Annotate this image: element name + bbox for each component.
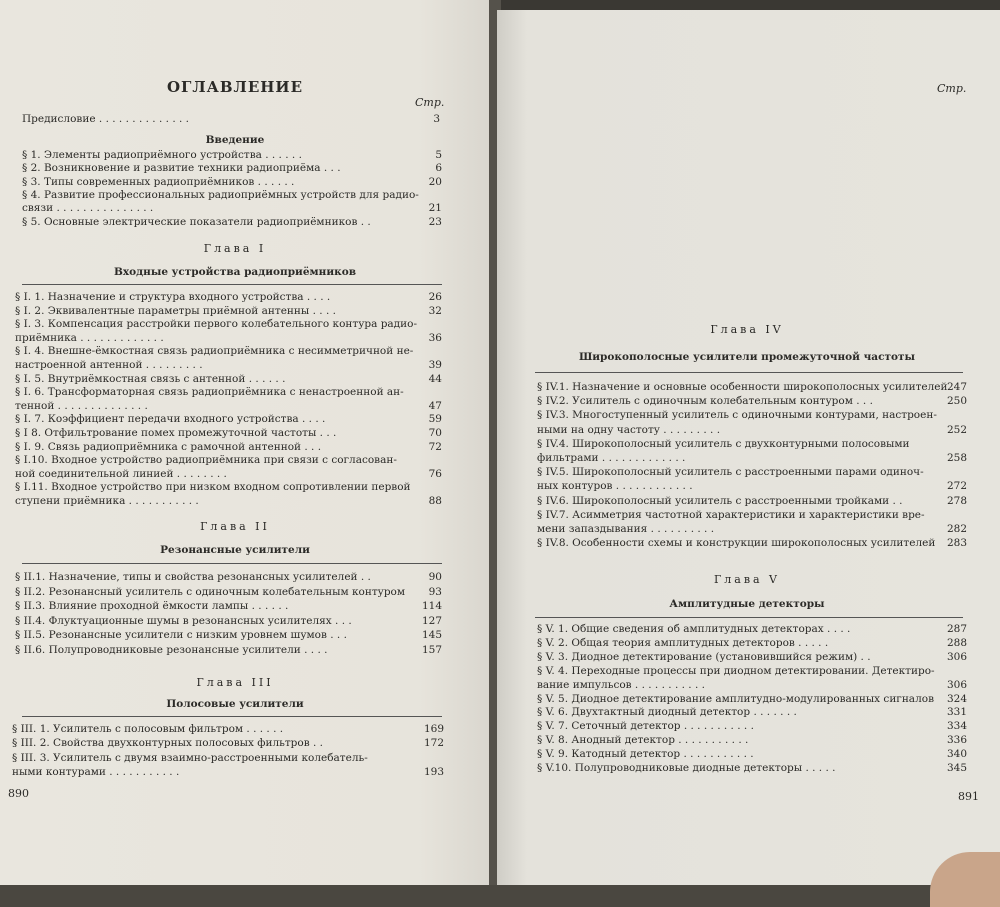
toc-entry-text: § I. 1. Назначение и структура входного устройства . . . . bbox=[15, 291, 331, 303]
chapter-label-2: Глава II bbox=[200, 520, 270, 533]
toc-entry-page: 287 bbox=[946, 623, 967, 635]
toc-entry-text: вание импульсов . . . . . . . . . . . bbox=[537, 678, 705, 691]
toc-entry-text: § III. 1. Усилитель с полосовым фильтром . . . . . . bbox=[12, 723, 284, 735]
toc-entry-page: 88 bbox=[428, 495, 442, 507]
toc-entry-preface bbox=[22, 114, 440, 125]
toc-entry-page: 331 bbox=[946, 706, 967, 719]
toc-entry-page: 5 bbox=[435, 149, 442, 161]
toc-entry-page: 306 bbox=[946, 650, 967, 663]
divider bbox=[22, 284, 442, 285]
chapter-label-4: Глава IV bbox=[710, 323, 784, 336]
toc-entry-text: ной соединительной линией . . . . . . . . bbox=[15, 467, 227, 480]
toc-entry-text: § V. 3. Диодное детектирование (установившийся режим) . . bbox=[537, 650, 871, 663]
toc-entry bbox=[537, 638, 967, 649]
toc-entry-page: 21 bbox=[428, 202, 442, 215]
toc-entry-page: 250 bbox=[946, 395, 967, 408]
toc-entry-page: 258 bbox=[946, 452, 967, 464]
toc-entry bbox=[15, 360, 442, 371]
toc-entry-page: 282 bbox=[946, 523, 967, 535]
toc-entry-text: § V. 4. Переходные процессы при диодном детектировании. Детектиро- bbox=[537, 664, 935, 677]
toc-entry-text: § IV.8. Особенности схемы и конструкции широкополосных усилителей bbox=[537, 537, 936, 550]
toc-entry bbox=[22, 177, 442, 188]
toc-entry bbox=[537, 467, 967, 478]
toc-entry-text: § I.10. Входное устройство радиоприёмника при связи с согласован- bbox=[15, 454, 397, 467]
toc-entry-page: 3 bbox=[433, 113, 440, 125]
toc-entry-text: § I.11. Входное устройство при низком входном сопротивлении первой bbox=[15, 481, 411, 494]
chapter-title-4: Широкополосные усилители промежуточной частоты bbox=[578, 351, 916, 363]
toc-entry-page: 306 bbox=[946, 678, 967, 691]
toc-entry-page: 345 bbox=[946, 762, 967, 774]
section-title-intro: Введение bbox=[205, 134, 265, 146]
toc-entry-text: § I. 2. Эквивалентные параметры приёмной антенны . . . . bbox=[15, 304, 336, 317]
toc-entry-page: 70 bbox=[428, 427, 442, 439]
toc-entry bbox=[22, 150, 442, 161]
toc-entry-page: 47 bbox=[428, 399, 442, 412]
toc-entry-text: § III. 2. Свойства двухконтурных полосовых фильтров . . bbox=[12, 737, 323, 750]
toc-entry-page: 59 bbox=[428, 413, 442, 426]
toc-entry bbox=[15, 455, 442, 466]
toc-entry bbox=[15, 645, 442, 656]
toc-entry bbox=[537, 396, 967, 407]
toc-entry-text: § V. 9. Катодный детектор . . . . . . . . . . . bbox=[537, 748, 754, 761]
toc-entry-text: § V. 1. Общие сведения об амплитудных детекторах . . . . bbox=[537, 623, 851, 635]
toc-entry-page: 90 bbox=[428, 571, 442, 583]
toc-entry-page: 23 bbox=[428, 215, 442, 228]
toc-entry-text: § II.2. Резонансный усилитель с одиночным колебательным контуром bbox=[15, 585, 406, 598]
toc-entry-text: § IV.4. Широкополосный усилитель с двухконтурными полосовыми bbox=[537, 437, 910, 450]
toc-entry-text: § I. 6. Трансформаторная связь радиоприёмника с ненастроенной ан- bbox=[15, 386, 404, 399]
toc-entry-text: мени запаздывания . . . . . . . . . . bbox=[537, 523, 715, 535]
toc-entry-text: § IV.5. Широкополосный усилитель с расстроенными парами одиноч- bbox=[537, 466, 924, 479]
toc-entry bbox=[537, 652, 967, 663]
toc-entry-page: 169 bbox=[423, 723, 444, 735]
divider bbox=[535, 617, 963, 618]
toc-entry-page: 44 bbox=[428, 372, 442, 385]
chapter-title-2: Резонансные усилители bbox=[160, 544, 310, 556]
toc-entry bbox=[15, 482, 442, 493]
page-column-header: Стр. bbox=[415, 96, 445, 109]
toc-entry bbox=[537, 707, 967, 718]
toc-entry-text: § I. 4. Внешне-ёмкостная связь радиоприёмника с несимметричной не- bbox=[15, 345, 414, 358]
toc-entry bbox=[12, 767, 444, 778]
toc-entry-page: 114 bbox=[421, 600, 442, 613]
toc-entry-text: § V. 5. Диодное детектирование амплитудно-модулированных сигналов bbox=[537, 692, 934, 705]
toc-entry bbox=[15, 387, 442, 398]
toc-entry bbox=[537, 496, 967, 507]
toc-entry bbox=[15, 401, 442, 412]
toc-entry bbox=[537, 694, 967, 705]
toc-entry-text: § I. 3. Компенсация расстройки первого колебательного контура радио- bbox=[15, 318, 418, 331]
toc-entry-text: § V. 8. Анодный детектор . . . . . . . . . . . bbox=[537, 734, 749, 747]
toc-entry-text: § V. 6. Двухтактный диодный детектор . . . . . . . bbox=[537, 706, 797, 719]
toc-entry bbox=[15, 496, 442, 507]
toc-entry-text: настроенной антенной . . . . . . . . . bbox=[15, 359, 203, 371]
page-number: 890 bbox=[8, 787, 29, 800]
page-column-header: Стр. bbox=[937, 82, 967, 95]
toc-entry bbox=[537, 721, 967, 732]
toc-entry-text: § IV.6. Широкополосный усилитель с расстроенными тройками . . bbox=[537, 494, 903, 507]
toc-entry-page: 324 bbox=[946, 692, 967, 705]
toc-entry-text: ступени приёмника . . . . . . . . . . . bbox=[15, 495, 199, 507]
toc-entry-text: § II.4. Флуктуационные шумы в резонансных усилителях . . . bbox=[15, 614, 352, 627]
toc-entry bbox=[15, 469, 442, 480]
toc-entry-text: § IV.2. Усилитель с одиночным колебательным контуром . . . bbox=[537, 395, 873, 408]
toc-entry-page: 36 bbox=[428, 331, 442, 344]
chapter-label-5: Глава V bbox=[713, 573, 781, 586]
toc-entry bbox=[15, 333, 442, 344]
toc-entry-text: § II.5. Резонансные усилители с низким уровнем шумов . . . bbox=[15, 629, 347, 642]
toc-entry-text: ных контуров . . . . . . . . . . . . bbox=[537, 480, 693, 493]
toc-entry bbox=[15, 306, 442, 317]
toc-entry-text: § II.6. Полупроводниковые резонансные усилители . . . . bbox=[15, 644, 328, 656]
toc-entry-text: § III. 3. Усилитель с двумя взаимно-расстроенными колебатель- bbox=[12, 751, 368, 764]
toc-entry bbox=[15, 374, 442, 385]
toc-entry bbox=[15, 601, 442, 612]
toc-entry-page: 20 bbox=[428, 175, 442, 188]
toc-entry-text: § I. 5. Внутриёмкостная связь с антенной . . . . . . bbox=[15, 372, 286, 385]
toc-entry bbox=[15, 630, 442, 641]
toc-entry-text: § I. 9. Связь радиоприёмника с рамочной антенной . . . bbox=[15, 440, 322, 453]
toc-entry-text: § 1. Элементы радиоприёмного устройства . . . . . . bbox=[22, 149, 302, 161]
toc-entry-page: 72 bbox=[428, 440, 442, 453]
toc-entry-page: 93 bbox=[428, 585, 442, 598]
divider bbox=[22, 716, 442, 717]
toc-entry bbox=[15, 442, 442, 453]
toc-entry-text: § II.1. Назначение, типы и свойства резонансных усилителей . . bbox=[15, 571, 371, 583]
toc-entry bbox=[537, 538, 967, 549]
toc-entry bbox=[537, 524, 967, 535]
toc-entry-page: 247 bbox=[946, 381, 967, 393]
right-page bbox=[497, 10, 1000, 890]
chapter-label-3: Глава III bbox=[196, 676, 274, 689]
toc-entry bbox=[12, 738, 444, 749]
toc-entry bbox=[537, 624, 967, 635]
toc-entry bbox=[22, 217, 442, 228]
left-page bbox=[0, 0, 492, 893]
toc-entry bbox=[15, 572, 442, 583]
toc-entry-text: тенной . . . . . . . . . . . . . . bbox=[15, 399, 148, 412]
toc-entry-page: 127 bbox=[421, 614, 442, 627]
table-surface bbox=[0, 885, 1000, 907]
toc-entry-page: 340 bbox=[946, 748, 967, 761]
toc-entry bbox=[537, 410, 967, 421]
toc-entry-page: 334 bbox=[946, 720, 967, 733]
toc-entry-text: ными на одну частоту . . . . . . . . . bbox=[537, 423, 721, 436]
toc-entry-text: § V. 2. Общая теория амплитудных детекторов . . . . . bbox=[537, 636, 829, 649]
toc-entry-page: 272 bbox=[946, 480, 967, 493]
toc-entry bbox=[537, 680, 967, 691]
toc-entry-text: § IV.7. Асимметрия частотной характеристики и характеристики вре- bbox=[537, 508, 925, 521]
chapter-title-1: Входные устройства радиоприёмников bbox=[114, 266, 356, 278]
toc-entry bbox=[15, 319, 442, 330]
divider bbox=[535, 372, 963, 373]
toc-entry-text: § II.3. Влияние проходной ёмкости лампы . . . . . . bbox=[15, 600, 289, 613]
toc-entry bbox=[537, 749, 967, 760]
toc-entry-text: § 3. Типы современных радиоприёмников . . . . . . bbox=[22, 175, 295, 188]
chapter-label-1: Глава I bbox=[203, 242, 267, 255]
toc-entry bbox=[22, 163, 442, 174]
toc-entry-text: § 5. Основные электрические показатели радиоприёмников . . bbox=[22, 215, 371, 228]
toc-entry-text: § 4. Развитие профессиональных радиоприёмных устройств для радио- bbox=[22, 188, 419, 201]
toc-entry-page: 39 bbox=[428, 359, 442, 371]
toc-entry-page: 283 bbox=[946, 537, 967, 550]
toc-entry bbox=[22, 203, 442, 214]
toc-entry-text: § V. 7. Сеточный детектор . . . . . . . . . . . bbox=[537, 720, 754, 733]
toc-entry-text: § I 8. Отфильтрование помех промежуточной частоты . . . bbox=[15, 427, 337, 439]
toc-entry bbox=[537, 735, 967, 746]
chapter-title-3: Полосовые усилители bbox=[166, 698, 304, 710]
toc-entry bbox=[15, 292, 442, 303]
toc-entry-page: 76 bbox=[428, 467, 442, 480]
toc-entry-page: 6 bbox=[435, 162, 442, 175]
toc-entry-page: 288 bbox=[946, 636, 967, 649]
toc-entry bbox=[537, 666, 967, 677]
toc-entry-page: 252 bbox=[946, 423, 967, 436]
toc-entry bbox=[22, 190, 442, 201]
toc-entry-page: 336 bbox=[946, 734, 967, 747]
toc-entry-text: приёмника . . . . . . . . . . . . . bbox=[15, 331, 164, 344]
toc-entry-text: § IV.3. Многоступенный усилитель с одиночными контурами, настроен- bbox=[537, 409, 937, 422]
toc-entry-text: Предисловие . . . . . . . . . . . . . . bbox=[22, 113, 190, 125]
toc-entry-text: § V.10. Полупроводниковые диодные детекторы . . . . . bbox=[537, 762, 836, 774]
toc-entry bbox=[537, 453, 967, 464]
toc-title: ОГЛАВЛЕНИЕ bbox=[166, 78, 304, 96]
toc-entry-page: 145 bbox=[421, 629, 442, 642]
toc-entry-text: § 2. Возникновение и развитие техники радиоприёма . . . bbox=[22, 162, 341, 175]
toc-entry bbox=[15, 428, 442, 439]
toc-entry bbox=[537, 481, 967, 492]
toc-entry-text: связи . . . . . . . . . . . . . . . bbox=[22, 202, 154, 215]
toc-entry-text: § IV.1. Назначение и основные особенности широкополосных усилителей bbox=[537, 381, 948, 393]
toc-entry bbox=[537, 382, 967, 393]
toc-entry-page: 157 bbox=[421, 644, 442, 656]
toc-entry-text: ными контурами . . . . . . . . . . . bbox=[12, 766, 180, 779]
toc-entry bbox=[15, 414, 442, 425]
toc-entry-page: 32 bbox=[428, 304, 442, 317]
toc-entry bbox=[15, 616, 442, 627]
toc-entry bbox=[15, 346, 442, 357]
toc-entry-page: 193 bbox=[423, 766, 444, 779]
toc-entry bbox=[12, 724, 444, 735]
toc-entry bbox=[537, 425, 967, 436]
toc-entry bbox=[537, 439, 967, 450]
toc-entry-page: 26 bbox=[428, 291, 442, 303]
toc-entry-text: фильтрами . . . . . . . . . . . . . bbox=[537, 452, 686, 464]
chapter-title-5: Амплитудные детекторы bbox=[669, 598, 825, 610]
toc-entry-page: 278 bbox=[946, 494, 967, 507]
divider bbox=[22, 563, 442, 564]
toc-entry bbox=[12, 753, 444, 764]
toc-entry-text: § I. 7. Коэффициент передачи входного устройства . . . . bbox=[15, 413, 326, 426]
toc-entry bbox=[15, 587, 442, 598]
toc-entry bbox=[537, 510, 967, 521]
page-number: 891 bbox=[958, 790, 979, 803]
toc-entry-page: 172 bbox=[423, 737, 444, 750]
toc-entry bbox=[537, 763, 967, 774]
